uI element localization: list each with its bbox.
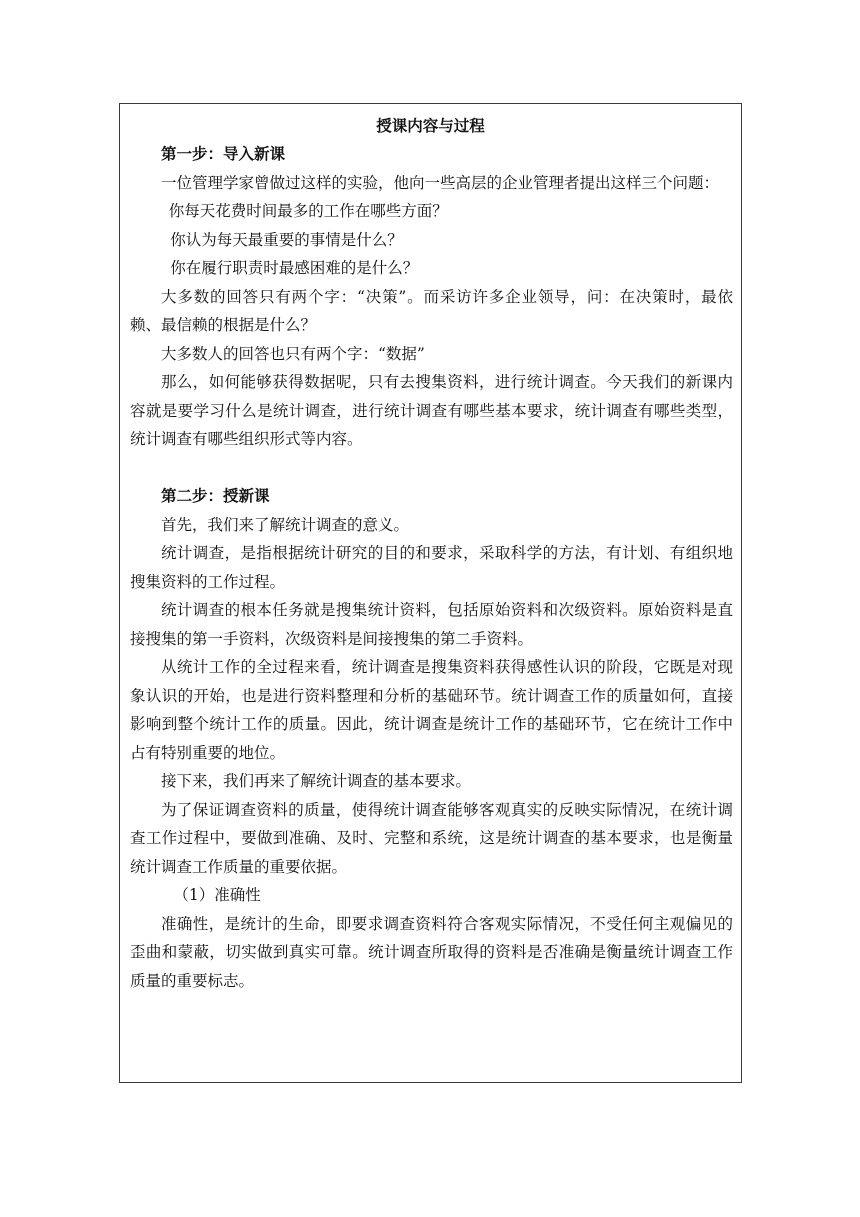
question-line: 你每天花费时间最多的工作在哪些方面？	[168, 202, 448, 220]
subheading-accuracy: （1）准确性	[173, 886, 261, 904]
paragraph: 准确性，是统计的生命，即要求调查资料符合客观实际情况，不受任何主观偏见的歪曲和蒙蔽，切实做到真实可靠。统计调查所取得的资料是否准确是衡量统计调查工作质量的重要标志。	[130, 914, 733, 990]
paragraph: 从统计工作的全过程来看，统计调查是搜集资料获得感性认识的阶段，它既是对现象认识的开始，也是进行资料整理和分析的基础环节。统计调查工作的质量如何，直接影响到整个统计工作的质量。因此，统计调查是统计工作的基础环节，它在统计工作中占有特别重要的地位。	[130, 658, 733, 762]
paragraph: 接下来，我们再来了解统计调查的基本要求。	[161, 772, 472, 790]
section-heading-step-1: 第一步：导入新课	[161, 145, 286, 163]
paragraph: 大多数人的回答也只有两个字：“数据”	[161, 344, 425, 363]
section-heading-step-2: 第二步：授新课	[161, 487, 270, 505]
paragraph: 那么，如何能够获得数据呢，只有去搜集资料，进行统计调查。今天我们的新课内容就是要学习什么是统计调查，进行统计调查有哪些基本要求，统计调查有哪些类型，统计调查有哪些组织形式等内容。	[130, 373, 733, 448]
paragraph: 大多数的回答只有两个字：“决策”。而采访许多企业领导，问：在决策时，最依赖、最信赖的根据是什么？	[130, 287, 733, 334]
question-line: 你在履行职责时最感困难的是什么？	[170, 259, 419, 277]
blank-line	[130, 454, 733, 483]
paragraph: 为了保证调查资料的质量，使得统计调查能够客观真实的反映实际情况，在统计调查工作过程中，要做到准确、及时、完整和系统，这是统计调查的基本要求，也是衡量统计调查工作质量的重要依据。	[130, 800, 733, 876]
question-line: 你认为每天最重要的事情是什么？	[170, 230, 403, 249]
paragraph: 统计调查，是指根据统计研究的目的和要求，采取科学的方法，有计划、有组织地搜集资料的工作过程。	[130, 544, 733, 591]
paragraph: 一位管理学家曾做过这样的实验，他向一些高层的企业管理者提出这样三个问题：	[161, 173, 720, 192]
document-body	[130, 140, 733, 995]
paragraph: 首先，我们来了解统计调查的意义。	[161, 515, 410, 534]
content-table-cell	[119, 103, 742, 1083]
document-title: 授课内容与过程	[376, 117, 485, 135]
paragraph: 统计调查的根本任务就是搜集统计资料，包括原始资料和次级资料。原始资料是直接搜集的第一手资料，次级资料是间接搜集的第二手资料。	[130, 601, 733, 648]
